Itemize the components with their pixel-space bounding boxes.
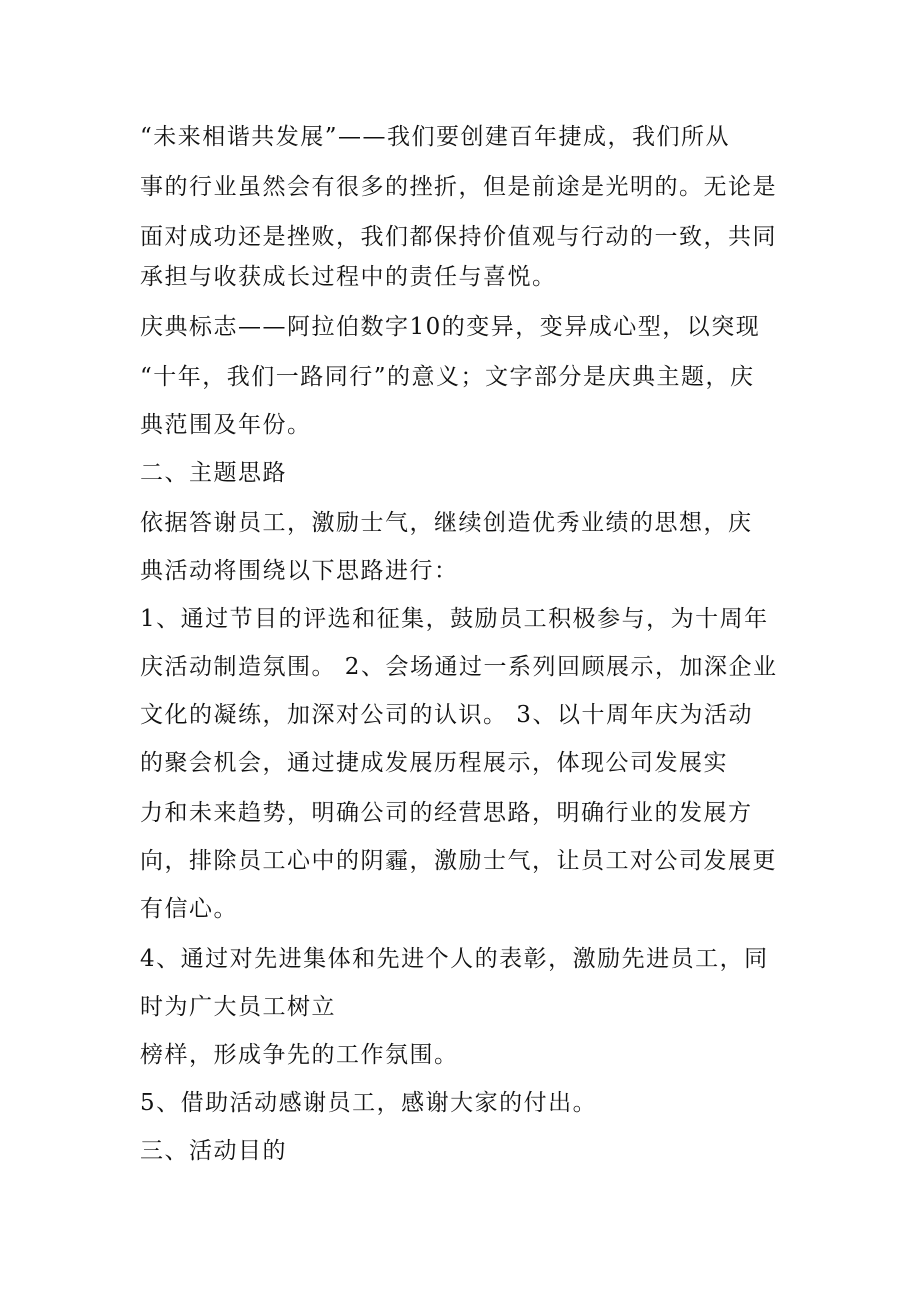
text-line: “未来相谐共发展”——我们要创建百年捷成，我们所从 bbox=[140, 124, 731, 150]
text-line: 承担与收获成长过程中的责任与喜悦。 bbox=[140, 264, 557, 290]
text-line: 有信心。 bbox=[140, 896, 238, 922]
text-line: “十年，我们一路同行”的意义；文字部分是庆典主题，庆 bbox=[140, 364, 755, 390]
section-heading: 二、主题思路 bbox=[140, 460, 287, 486]
text-line: 文化的凝练，加深对公司的认识。 3、以十周年庆为活动 bbox=[140, 702, 753, 728]
text-line: 1、通过节目的评选和征集，鼓励员工积极参与，为十周年 bbox=[140, 606, 769, 632]
text-line: 力和未来趋势，明确公司的经营思路，明确行业的发展方 bbox=[140, 800, 753, 826]
text-line: 榜样，形成争先的工作氛围。 bbox=[140, 1042, 459, 1068]
text-line: 依据答谢员工，激励士气，继续创造优秀业绩的思想，庆 bbox=[140, 510, 753, 536]
section-heading: 三、活动目的 bbox=[140, 1138, 287, 1164]
text-line: 事的行业虽然会有很多的挫折，但是前途是光明的。无论是 bbox=[140, 174, 777, 200]
text-line: 庆典标志——阿拉伯数字10的变异，变异成心型，以突现 bbox=[140, 314, 761, 340]
text-line: 典范围及年份。 bbox=[140, 412, 312, 438]
text-line: 向，排除员工心中的阴霾，激励士气，让员工对公司发展更 bbox=[140, 848, 777, 874]
text-line: 面对成功还是挫败，我们都保持价值观与行动的一致，共同 bbox=[140, 224, 777, 250]
text-line: 时为广大员工树立 bbox=[140, 994, 336, 1020]
text-line: 典活动将围绕以下思路进行： bbox=[140, 558, 459, 584]
text-line: 5、借助活动感谢员工，感谢大家的付出。 bbox=[140, 1090, 598, 1116]
text-line: 庆活动制造氛围。 2、会场通过一系列回顾展示，加深企业 bbox=[140, 654, 778, 680]
text-line: 的聚会机会，通过捷成发展历程展示，体现公司发展实 bbox=[140, 750, 728, 776]
text-line: 4、通过对先进集体和先进个人的表彰，激励先进员工，同 bbox=[140, 946, 769, 972]
